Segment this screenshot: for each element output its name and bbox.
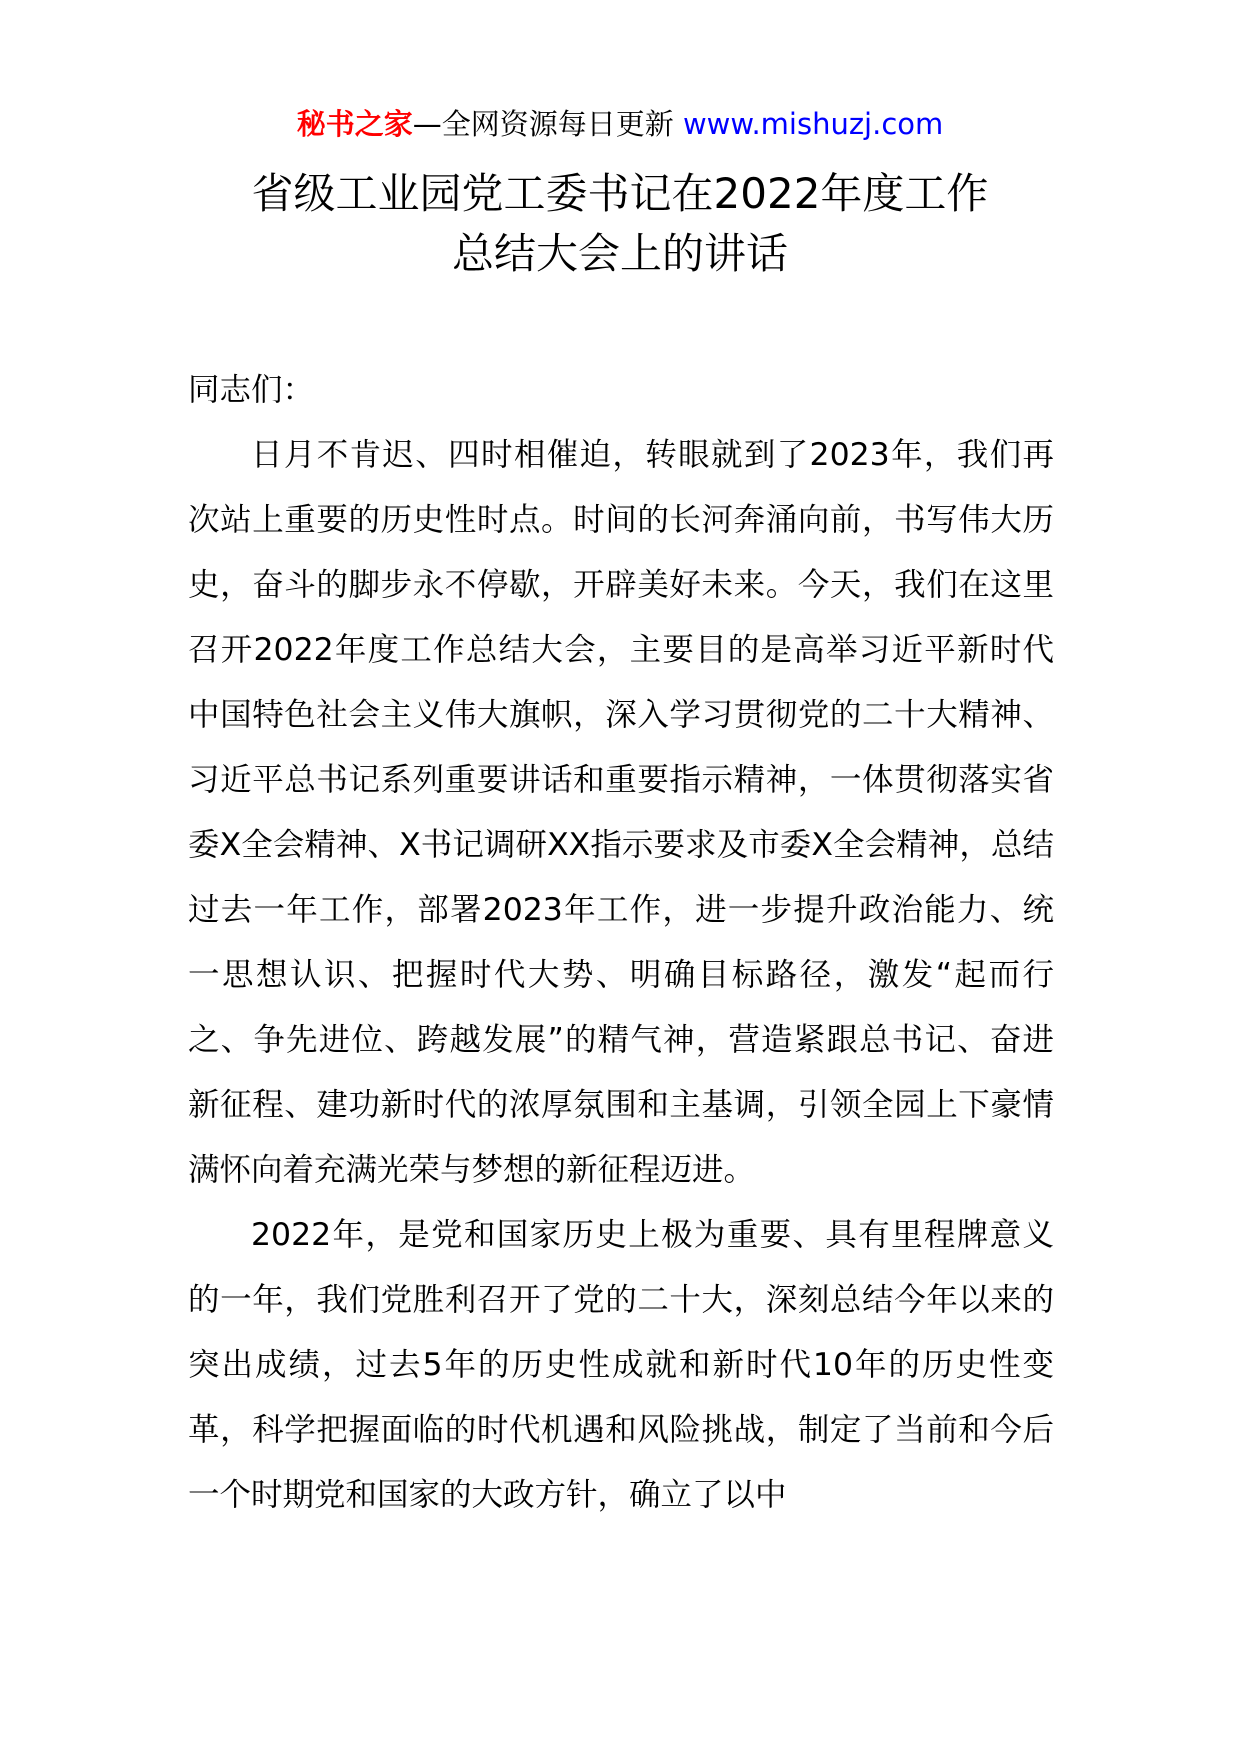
header-tagline: —全网资源每日更新 — [412, 107, 674, 141]
title-line-1: 省级工业园党工委书记在2022年度工作 — [251, 169, 989, 218]
site-header — [0, 104, 1240, 144]
paragraph: 日月不肯迟、四时相催迫，转眼就到了2023年，我们再次站上重要的历史性时点。时间的长河奔涌向前，书写伟大历史，奋斗的脚步永不停歇，开辟美好未来。今天，我们在这里召开2022年度工作总结大会，主要目的是高举习近平新时代中国特色社会主义伟大旗帜，深入学习贯彻党的二十大精神、习近平总书记系列重要讲话和重要指示精神，一体贯彻落实省委X全会精神、X书记调研XX指示要求及市委X全会精神，总结过去一年工作，部署2023年工作，进一步提升政治能力、统一思想认识、把握时代大势、明确目标路径，激发“起而行之、争先进位、跨越发展”的精气神，营造紧跟总书记、奋进新征程、建功新时代的浓厚氛围和主基调，引领全园上下豪情满怀向着充满光荣与梦想的新征程迈进。 — [188, 437, 1054, 1188]
paragraph: 2022年，是党和国家历史上极为重要、具有里程牌意义的一年，我们党胜利召开了党的二十大，深刻总结今年以来的突出成绩，过去5年的历史性成就和新时代10年的历史性变革，科学把握面临的时代机遇和风险挑战，制定了当前和今后一个时期党和国家的大政方针，确立了以中 — [188, 1217, 1054, 1513]
title-line-2: 总结大会上的讲话 — [451, 229, 788, 278]
document-body — [188, 358, 1054, 1528]
site-url-link[interactable]: www.mishuzj.com — [682, 107, 944, 141]
brand-name: 秘书之家 — [296, 107, 413, 141]
document-title — [0, 164, 1240, 284]
salutation: 同志们： — [188, 372, 315, 408]
